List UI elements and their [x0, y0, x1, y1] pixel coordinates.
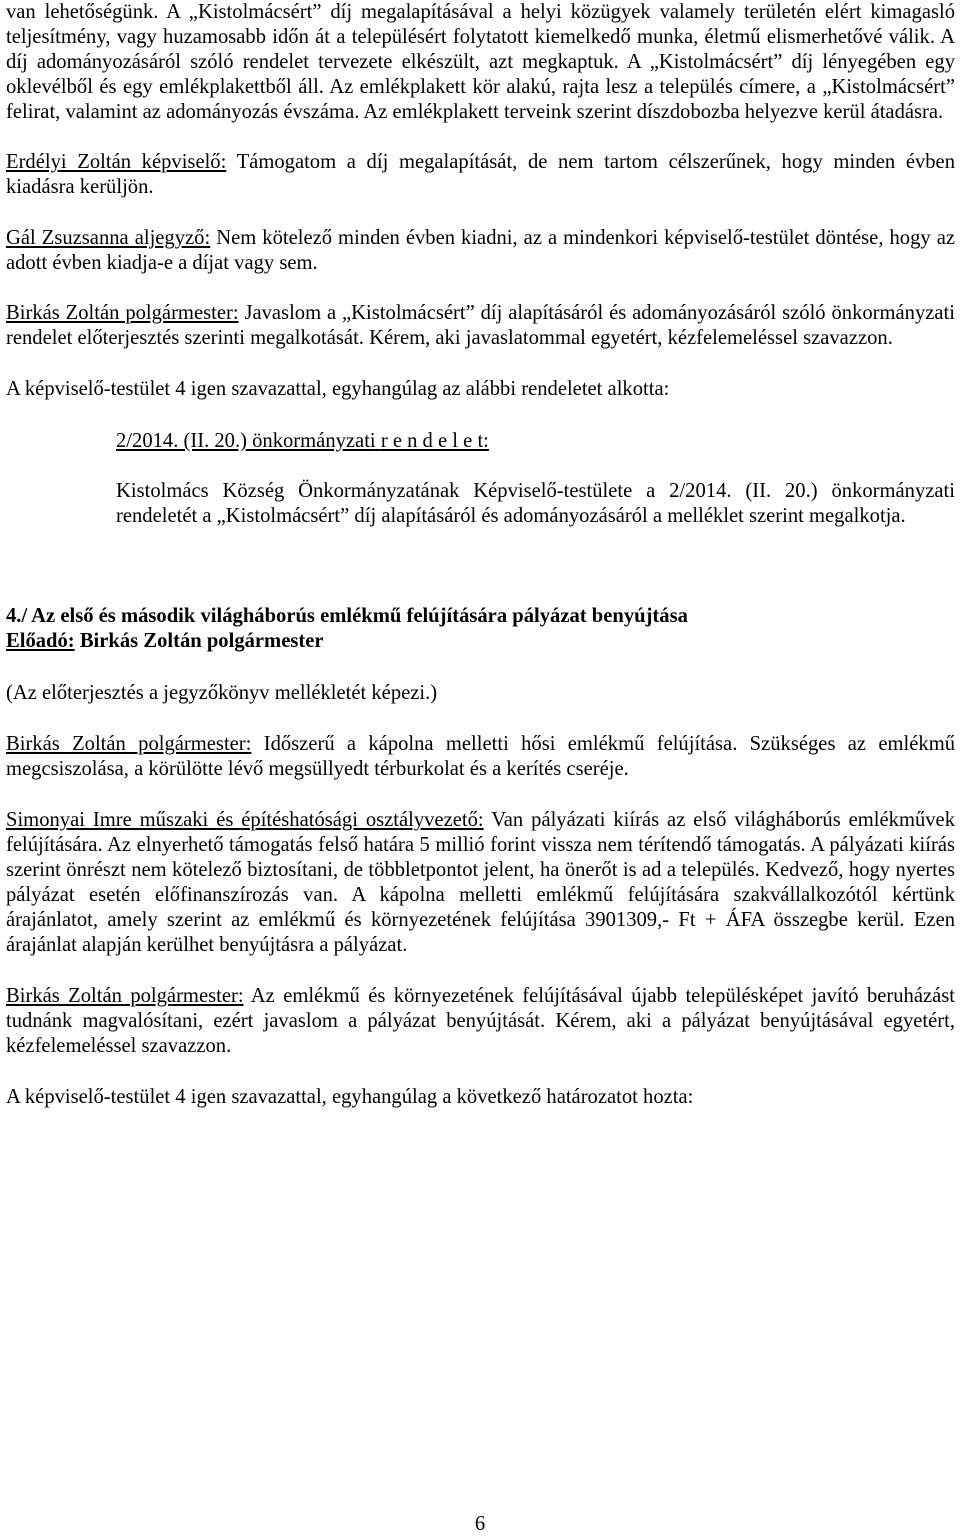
vote-result-2: [6, 1085, 955, 1110]
gal-paragraph: [6, 226, 955, 276]
intro-text: van lehetőségünk. A „Kistolmácsért” díj megalapításával a helyi közügyek valamely területén elért kimagasló teljesítmény, vagy huzamosabb időn át a településért folytatott kiemelkedő munka, életmű elismerhetővé válik. A díj adományozásáról szóló rendelet tervezete elkészült, azt megkaptuk. A „Kistolmácsért” díj lényegében egy oklevélből és egy emlékplakettből áll. Az emlékplakett kör alakú, rajta lesz a település címere, a „Kistolmácsért” felirat, valamint az adományozás évszáma. Az emlékplakett terveink szerint díszdobozba helyezve kerül átadásra.: [6, 1, 955, 123]
speaker-birkas-3: Birkás Zoltán polgármester:: [6, 985, 244, 1007]
decree-label: r e n d e l e t:: [380, 430, 489, 452]
simonyai-paragraph: [6, 808, 955, 958]
speaker-birkas-1: Birkás Zoltán polgármester:: [6, 302, 239, 324]
gal-text: Nem kötelező minden évben kiadni, az a mindenkori képviselő-testület döntése, hogy az adott évben kiadja-e a díjat vagy sem.: [6, 227, 955, 274]
presenter-name: Birkás Zoltán polgármester: [74, 630, 324, 652]
appendix-note-text: (Az előterjesztés a jegyzőkönyv mellékletét képezi.): [6, 682, 438, 704]
decree-heading: [6, 429, 955, 454]
agenda-title-text: Az első és második világháborús emlékmű felújítására pályázat benyújtása: [27, 605, 688, 627]
page-number: 6: [474, 1513, 486, 1535]
decree-number: 2/2014. (II. 20.) önkormányzati: [116, 430, 376, 452]
agenda-number: 4./: [6, 605, 28, 627]
birkas-text-3: Az emlékmű és környezetének felújításával újabb településképet javító beruházást tudnánk magvalósítani, ezért javaslom a pályázat benyújtását. Kérem, aki a pályázat benyújtásával egyetért, kézfelemeléssel szavazzon.: [6, 985, 955, 1057]
decree-body: [6, 479, 955, 529]
decree-body-text: Kistolmács Község Önkormányzatának Képviselő-testülete a 2/2014. (II. 20.) önkormányzati rendeletét a „Kistolmácsért” díj alapításáról és adományozásáról a melléklet szerint megalkotja.: [116, 480, 955, 527]
vote-text-1: A képviselő-testület 4 igen szavazattal, egyhangúlag az alábbi rendeletet alkotta:: [6, 378, 670, 400]
birkas-text-1: Javaslom a „Kistolmácsért” díj alapításáról és adományozásáról szóló önkormányzati rendelet előterjesztés szerinti megalkotását. Kérem, aki javaslatommal egyetért, kézfelemeléssel szavazzon.: [6, 302, 956, 349]
speaker-birkas-2: Birkás Zoltán polgármester:: [6, 733, 252, 755]
birkas-paragraph-1: [6, 301, 955, 351]
appendix-note: [6, 681, 955, 706]
vote-text-2: A képviselő-testület 4 igen szavazattal, egyhangúlag a következő határozatot hozta:: [6, 1086, 694, 1108]
document-page: [6, 0, 955, 1110]
simonyai-text: Van pályázati kiírás az első világháborús emlékművek felújítására. Az elnyerhető támogatás felső határa 5 millió forint vissza nem térítendő támogatás. A pályázati kiírás szerint önrészt nem kötelező biztosítani, de többletpontot jelent, ha önerőt is ad a település. Kedvező, hogy nyertes pályázat esetén előfinanszírozás van. A kápolna melletti emlékmű felújítására szakvállalkozótól kértünk árajánlatot, amely szerint az emlékmű és környezetének felújítása 3901309,- Ft + ÁFA összegbe kerül. Ezen árajánlat alapján kerülhet benyújtásra a pályázat.: [6, 809, 955, 956]
erdelyi-paragraph: [6, 150, 955, 200]
birkas-paragraph-2: [6, 732, 955, 782]
birkas-paragraph-3: [6, 984, 955, 1059]
birkas-text-2: Időszerű a kápolna melletti hősi emlékmű felújítása. Szükséges az emlékmű megcsiszolása, a körülötte lévő megsüllyedt térburkolat és a kerítés cseréje.: [6, 733, 956, 780]
agenda-presenter: [6, 629, 955, 654]
agenda-item-title: [6, 604, 955, 629]
presenter-label: Előadó:: [6, 630, 75, 652]
intro-paragraph: [6, 0, 955, 125]
speaker-simonyai: Simonyai Imre műszaki és építéshatósági osztályvezető:: [6, 809, 484, 831]
speaker-gal: Gál Zsuzsanna aljegyző:: [6, 227, 211, 249]
erdelyi-text: Támogatom a díj megalapítását, de nem tartom célszerűnek, hogy minden évben kiadásra kerüljön.: [6, 151, 955, 198]
speaker-erdelyi: Erdélyi Zoltán képviselő:: [6, 151, 227, 173]
vote-result-1: [6, 377, 955, 402]
